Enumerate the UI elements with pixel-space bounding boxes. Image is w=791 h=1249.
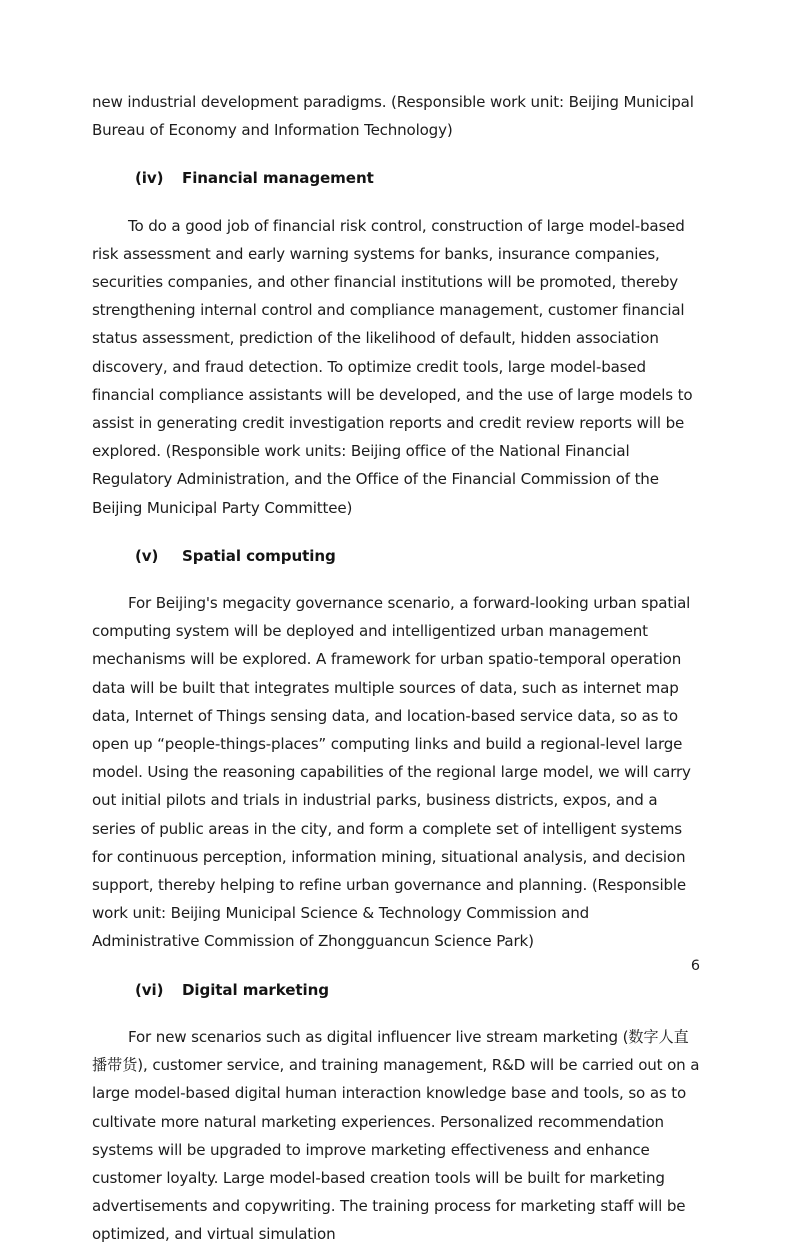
heading-vi-digital-marketing <box>92 976 700 1004</box>
heading-v-spatial-computing <box>92 542 700 570</box>
heading-numeral: (iv) <box>135 169 164 188</box>
paragraph-digital-marketing <box>92 1023 700 1249</box>
heading-title: Digital marketing <box>182 980 329 999</box>
heading-title: Financial management <box>182 169 374 188</box>
paragraph-text-before-cjk: For new scenarios such as digital influencer live stream marketing ( <box>128 1027 629 1046</box>
heading-title: Spatial computing <box>182 546 336 565</box>
block-spacer <box>92 193 700 212</box>
block-spacer <box>92 144 700 164</box>
heading-iv-financial-management <box>92 164 700 192</box>
page-content <box>92 88 700 1249</box>
cjk-term-digital-human-livestream: 数字人直播带货 <box>92 1027 689 1075</box>
heading-numeral: (vi) <box>135 980 164 999</box>
paragraph-continuation-industrial: new industrial development paradigms. (Responsible work unit: Beijing Municipal Bureau of Economy and Information Technology) <box>92 93 694 140</box>
block-spacer <box>92 1004 700 1023</box>
paragraph-financial-management: To do a good job of financial risk control, construction of large model-based risk assessment and early warning systems for banks, insurance companies, securities companies, and other financial institutions will be promoted, thereby strengthening internal control and compliance management, customer financial status assessment, prediction of the likelihood of default, hidden association discovery, and fraud detection. To optimize credit tools, large model-based financial compliance assistants will be developed, and the use of large models to assist in generating credit investigation reports and credit review reports will be explored. (Responsible work units: Beijing office of the National Financial Regulatory Administration, and the Office of the Financial Commission of the Beijing Municipal Party Committee) <box>92 216 693 517</box>
page-number: 6 <box>690 958 700 974</box>
block-spacer <box>92 522 700 542</box>
block-spacer <box>92 570 700 589</box>
paragraph-spatial-computing: For Beijing's megacity governance scenario, a forward-looking urban spatial computing system will be deployed and intelligentized urban management mechanisms will be explored. A framework for urban spatio-temporal operation data will be built that integrates multiple sources of data, such as internet map data, Internet of Things sensing data, and location-based service data, so as to open up “people-things-places” computing links and build a regional-level large model. Using the reasoning capabilities of the regional large model, we will carry out initial pilots and trials in industrial parks, business districts, expos, and a series of public areas in the city, and form a complete set of intelligent systems for continuous perception, information mining, situational analysis, and decision support, thereby helping to refine urban governance and planning. (Responsible work unit: Beijing Municipal Science & Technology Commission and Administrative Commission of Zhongguancun Science Park) <box>92 594 691 951</box>
paragraph-text-after-cjk: ), customer service, and training management, R&D will be carried out on a large model-based digital human interaction knowledge base and tools, so as to cultivate more natural marketing experiences. Personalized recommendation systems will be upgraded to improve marketing effectiveness and enhance customer loyalty. Large model-based creation tools will be built for marketing advertisements and copywriting. The training process for marketing staff will be optimized, and virtual simulation <box>92 1056 700 1244</box>
heading-numeral: (v) <box>135 546 159 565</box>
